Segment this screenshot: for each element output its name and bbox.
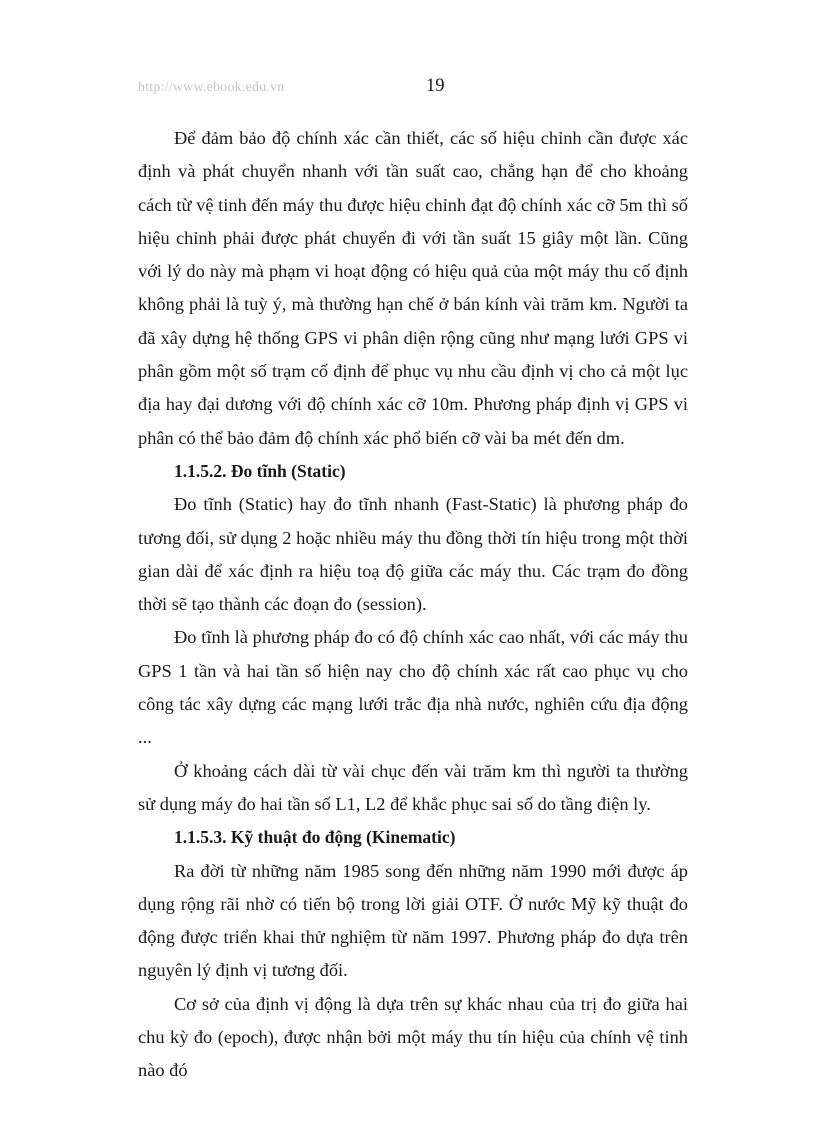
paragraph-kinematic-history: Ra đời từ những năm 1985 song đến những năm 1990 mới được áp dụng rộng rãi nhờ có tiến bộ trong lời giải OTF. Ở nước Mỹ kỹ thuật đo động được triển khai thử nghiệm từ năm 1997. Phương pháp đo dựa trên nguyên lý định vị tương đối.	[138, 860, 688, 981]
page-header	[138, 76, 478, 100]
document-body	[138, 122, 688, 1088]
section-heading-static: 1.1.5.2. Đo tĩnh (Static)	[174, 460, 346, 481]
paragraph-long-distance: Ở khoảng cách dài từ vài chục đến vài trăm km thì người ta thường sử dụng máy đo hai tần số L1, L2 để khắc phục sai số do tầng điện ly.	[138, 760, 688, 814]
paragraph-static-accuracy: Đo tĩnh là phương pháp đo có độ chính xác cao nhất, với các máy thu GPS 1 tần và hai tần số hiện nay cho độ chính xác rất cao phục vụ cho công tác xây dựng các mạng lưới trắc địa nhà nước, nghiên cứu địa động ...	[138, 627, 688, 748]
watermark-url: http://www.ebook.edu.vn	[138, 80, 285, 95]
paragraph-kinematic-basis: Cơ sở của định vị động là dựa trên sự khác nhau của trị đo giữa hai chu kỳ đo (epoch), được nhận bởi một máy thu tín hiệu của chính vệ tinh nào đó	[138, 993, 688, 1081]
section-heading-kinematic: 1.1.5.3. Kỹ thuật đo động (Kinematic)	[174, 827, 456, 848]
paragraph-gps-differential: Để đảm bảo độ chính xác cần thiết, các số hiệu chỉnh cần được xác định và phát chuyển nhanh với tần suất cao, chẳng hạn để cho khoảng cách từ vệ tinh đến máy thu được hiệu chỉnh đạt độ chính xác cỡ 5m thì số hiệu chỉnh phải được phát chuyển đi với tần suất 15 giây một lần. Cũng với lý do này mà phạm vi hoạt động có hiệu quả của một máy thu cố định không phải là tuỳ ý, mà thường hạn chế ở bán kính vài trăm km. Người ta đã xây dựng hệ thống GPS vi phân diện rộng cũng như mạng lưới GPS vi phân gồm một số trạm cố định để phục vụ nhu cầu định vị cho cả một lục địa hay đại dương với độ chính xác cỡ 10m. Phương pháp định vị GPS vi phân có thể bảo đảm độ chính xác phổ biến cỡ vài ba mét đến dm.	[138, 128, 688, 448]
paragraph-static-definition: Đo tĩnh (Static) hay đo tĩnh nhanh (Fast-Static) là phương pháp đo tương đối, sử dụng 2 hoặc nhiều máy thu đồng thời tín hiệu trong một thời gian dài để xác định ra hiệu toạ độ giữa các máy thu. Các trạm đo đồng thời sẽ tạo thành các đoạn đo (session).	[138, 494, 688, 615]
page-number: 19	[426, 76, 445, 96]
